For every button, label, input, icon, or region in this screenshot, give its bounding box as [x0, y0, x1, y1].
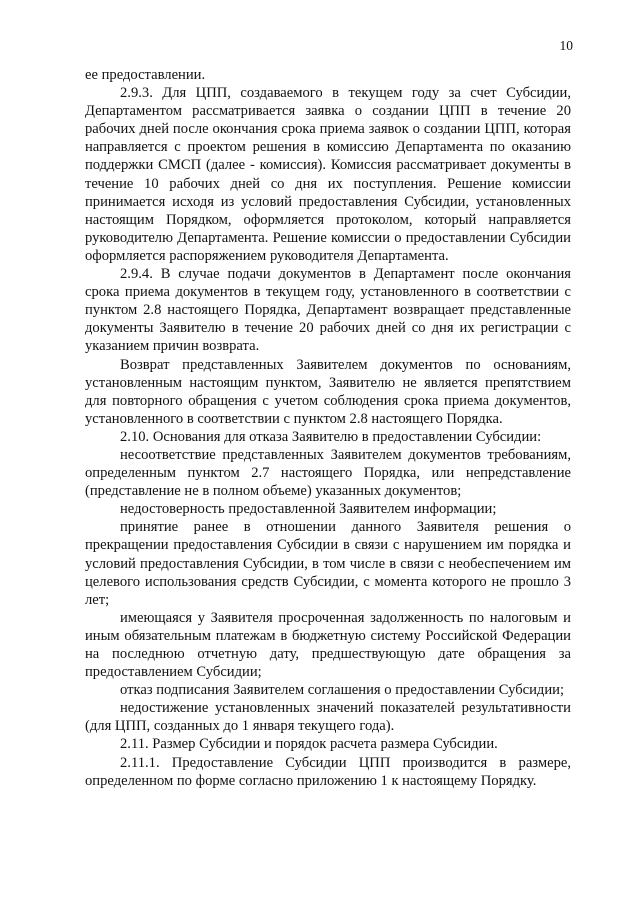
- refusal-reason-item: отказ подписания Заявителем соглашения о предоставлении Субсидии;: [120, 682, 565, 699]
- page-number: 10: [559, 38, 573, 53]
- paragraph-2-10-heading: 2.10. Основания для отказа Заявителю в предоставлении Субсидии:: [120, 428, 542, 445]
- paragraph-return-note: Возврат представленных Заявителем документов по основаниям, установленным настоящим пунктом, Заявителю не является препятствием для повторного обращения с учетом соблюдения срока приема документов, установленного в соответствии с пунктом 2.8 настоящего Порядка.: [85, 356, 571, 427]
- refusal-reason-item: недостижение установленных значений показателей результативности (для ЦПП, созданных до 1 января текущего года).: [85, 700, 571, 735]
- refusal-reason-item: принятие ранее в отношении данного Заявителя решения о прекращении предоставления Субсидии в связи с нарушением им порядка и условий предоставления Субсидии, в том числе в связи с необеспечением им целевого использования средств Субсидии, с момента которого не прошло 3 лет;: [85, 519, 571, 608]
- refusal-reason-item: недостоверность предоставленной Заявителем информации;: [120, 501, 497, 518]
- paragraph-2-11-heading: 2.11. Размер Субсидии и порядок расчета размера Субсидии.: [120, 736, 498, 753]
- paragraph-2-9-4: 2.9.4. В случае подачи документов в Департамент после окончания срока приема документов в текущем году, установленного в соответствии с пунктом 2.8 настоящего Порядка, Департамент возвращает представленные документы Заявителю в течение 20 рабочих дней со дня их регистрации с указанием причин возврата.: [85, 266, 571, 355]
- refusal-reason-item: имеющаяся у Заявителя просроченная задолженность по налоговым и иным обязательным платежам в бюджетную систему Российской Федерации на последнюю отчетную дату, предшествующую дате обращения за предоставлением Субсидии;: [85, 609, 571, 681]
- document-body: [85, 66, 571, 790]
- paragraph-continuation: ее предоставлении.: [85, 67, 206, 83]
- refusal-reason-item: несоответствие представленных Заявителем документов требованиям, определенным пунктом 2.7 настоящего Порядка, или непредставление (представление не в полном объеме) указанных документов;: [85, 446, 571, 500]
- paragraph-2-9-3: 2.9.3. Для ЦПП, создаваемого в текущем году за счет Субсидии, Департаментом рассматривается заявка о создании ЦПП в течение 20 рабочих дней после окончания срока приема заявок о создании ЦПП, которая направляется с проектом решения в комиссию Департамента по оказанию поддержки СМСП (далее - комиссия). Комиссия рассматривает документы в течение 10 рабочих дней со дня их поступления. Решение комиссии принимается исходя из условий предоставления Субсидии, установленных настоящим Порядком, оформляется протоколом, который направляется руководителю Департамента. Решение комиссии о предоставлении Субсидии оформляется распоряжением руководителя Департамента.: [85, 85, 571, 264]
- paragraph-2-11-1: 2.11.1. Предоставление Субсидии ЦПП производится в размере, определенном по форме согласно приложению 1 к настоящему Порядку.: [85, 754, 571, 789]
